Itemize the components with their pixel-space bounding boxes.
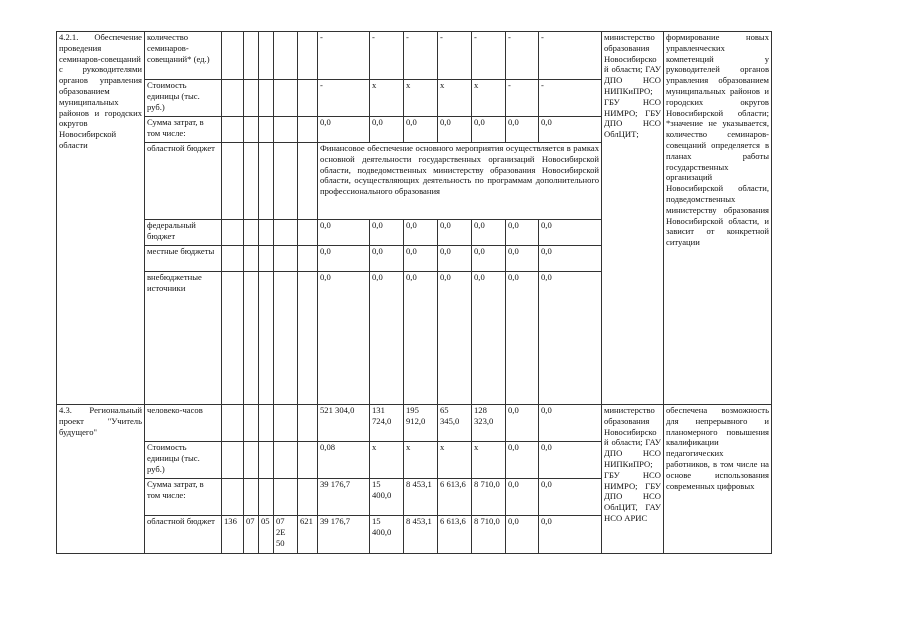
value-cell: 0,0: [506, 246, 539, 272]
value-cell: 15 400,0: [370, 479, 404, 516]
indicator-label: Стоимость единицы (тыс. руб.): [145, 80, 222, 117]
value-cell: -: [318, 80, 370, 117]
indicator-label: областной бюджет: [145, 143, 222, 220]
value-cell: 0,0: [370, 117, 404, 143]
budget-code: 05: [259, 516, 274, 554]
table-row: [57, 405, 878, 442]
value-cell: 65 345,0: [438, 405, 472, 442]
value-cell: 8 710,0: [472, 479, 506, 516]
value-cell: 0,0: [506, 405, 539, 442]
value-cell: 0,0: [370, 272, 404, 405]
value-cell: x: [370, 80, 404, 117]
value-cell: x: [438, 442, 472, 479]
table-row: [57, 32, 878, 80]
value-cell: 0,0: [539, 479, 602, 516]
value-cell: -: [539, 80, 602, 117]
value-cell: x: [404, 442, 438, 479]
indicator-label: Сумма затрат, в том числе:: [145, 479, 222, 516]
budget-code: 621: [298, 516, 318, 554]
value-cell: x: [438, 80, 472, 117]
value-cell: 0,0: [370, 246, 404, 272]
value-cell: 0,0: [506, 442, 539, 479]
executor-cell: министерство образования Новосибирской области; ГАУ ДПО НСО НИПКиПРО; ГБУ НСО НИМРО; ГБУ ДПО НСО ОблЦИТ, ГАУ НСО АРИС: [602, 405, 664, 554]
value-cell: x: [472, 442, 506, 479]
value-cell: 0,0: [539, 117, 602, 143]
value-cell: -: [506, 32, 539, 80]
value-cell: -: [404, 32, 438, 80]
value-cell: 0,0: [539, 246, 602, 272]
value-cell: x: [404, 80, 438, 117]
indicator-label: местные бюджеты: [145, 246, 222, 272]
value-cell: x: [370, 442, 404, 479]
program-activities-table: [56, 31, 878, 554]
value-cell: 8 453,1: [404, 516, 438, 554]
value-cell: x: [472, 80, 506, 117]
value-cell: 0,0: [404, 272, 438, 405]
value-cell: 6 613,6: [438, 479, 472, 516]
budget-code: 07: [244, 516, 259, 554]
executor-cell: министерство образования Новосибирской области; ГАУ ДПО НСО НИПКиПРО; ГБУ НСО НИМРО; ГБУ ДПО НСО ОблЦИТ;: [602, 32, 664, 405]
value-cell: 8 710,0: [472, 516, 506, 554]
result-cell: формирование новых управленческих компетенций у руководителей органов управления образованием муниципальных районов и городских округов Новосибирской области; *значение не указывается, количество семинаров-совещаний определяется в планах работы государственных организаций Новосибирской области, подведомственных министерству образования Новосибирской области, и зависит от конкретной ситуации: [664, 32, 772, 405]
value-cell: 0,0: [318, 246, 370, 272]
value-cell: -: [506, 80, 539, 117]
value-cell: 0,0: [318, 220, 370, 246]
value-cell: -: [438, 32, 472, 80]
value-cell: 128 323,0: [472, 405, 506, 442]
value-cell: -: [472, 32, 506, 80]
indicator-label: количество семинаров-совещаний* (ед.): [145, 32, 222, 80]
value-cell: 0,0: [438, 246, 472, 272]
value-cell: 8 453,1: [404, 479, 438, 516]
indicator-label: областной бюджет: [145, 516, 222, 554]
value-cell: 0,0: [539, 442, 602, 479]
activity-name: 4.2.1. Обеспечение проведения семинаров-совещаний с руководителями органов управления образованием муниципальных районов и городских округов Новосибирской области: [57, 32, 145, 405]
value-cell: 0,0: [539, 272, 602, 405]
value-cell: 0,0: [506, 516, 539, 554]
value-cell: 0,0: [438, 272, 472, 405]
value-cell: 0,0: [438, 220, 472, 246]
budget-code: 136: [222, 516, 244, 554]
value-cell: 0,0: [472, 220, 506, 246]
value-cell: -: [370, 32, 404, 80]
value-cell: 0,0: [318, 272, 370, 405]
value-cell: 0,0: [506, 479, 539, 516]
value-cell: 15 400,0: [370, 516, 404, 554]
value-cell: 0,0: [539, 220, 602, 246]
activity-name: 4.3. Региональный проект "Учитель будущего": [57, 405, 145, 554]
value-cell: 0,0: [370, 220, 404, 246]
value-cell: 0,0: [539, 405, 602, 442]
value-cell: 521 304,0: [318, 405, 370, 442]
result-cell: обеспечена возможность для непрерывного и планомерного повышения квалификации педагогических работников, в том числе на основе использования современных цифровых: [664, 405, 772, 554]
value-cell: 131 724,0: [370, 405, 404, 442]
value-cell: 39 176,7: [318, 479, 370, 516]
value-cell: 0,0: [506, 220, 539, 246]
indicator-label: внебюджетные источники: [145, 272, 222, 405]
value-cell: 0,0: [539, 516, 602, 554]
value-cell: 0,0: [438, 117, 472, 143]
indicator-label: Сумма затрат, в том числе:: [145, 117, 222, 143]
value-cell: 0,0: [318, 117, 370, 143]
value-cell: 6 613,6: [438, 516, 472, 554]
budget-code: 07 2E 50: [274, 516, 298, 554]
value-cell: -: [539, 32, 602, 80]
value-cell: 0,0: [506, 117, 539, 143]
value-cell: 0,0: [404, 246, 438, 272]
value-cell: 0,0: [472, 272, 506, 405]
value-cell: 39 176,7: [318, 516, 370, 554]
value-cell: 195 912,0: [404, 405, 438, 442]
value-cell: 0,0: [404, 220, 438, 246]
indicator-label: Стоимость единицы (тыс. руб.): [145, 442, 222, 479]
value-cell: 0,08: [318, 442, 370, 479]
value-cell: 0,0: [506, 272, 539, 405]
indicator-label: человеко-часов: [145, 405, 222, 442]
value-cell: -: [318, 32, 370, 80]
value-cell: 0,0: [404, 117, 438, 143]
value-cell: 0,0: [472, 117, 506, 143]
financing-note: Финансовое обеспечение основного мероприятия осуществляется в рамках основной деятельности государственных организаций Новосибирской области, подведомственных министерству образования Новосибирской области, осуществляющих деятельность по программам дополнительного профессионального образования: [318, 143, 602, 220]
indicator-label: федеральный бюджет: [145, 220, 222, 246]
value-cell: 0,0: [472, 246, 506, 272]
